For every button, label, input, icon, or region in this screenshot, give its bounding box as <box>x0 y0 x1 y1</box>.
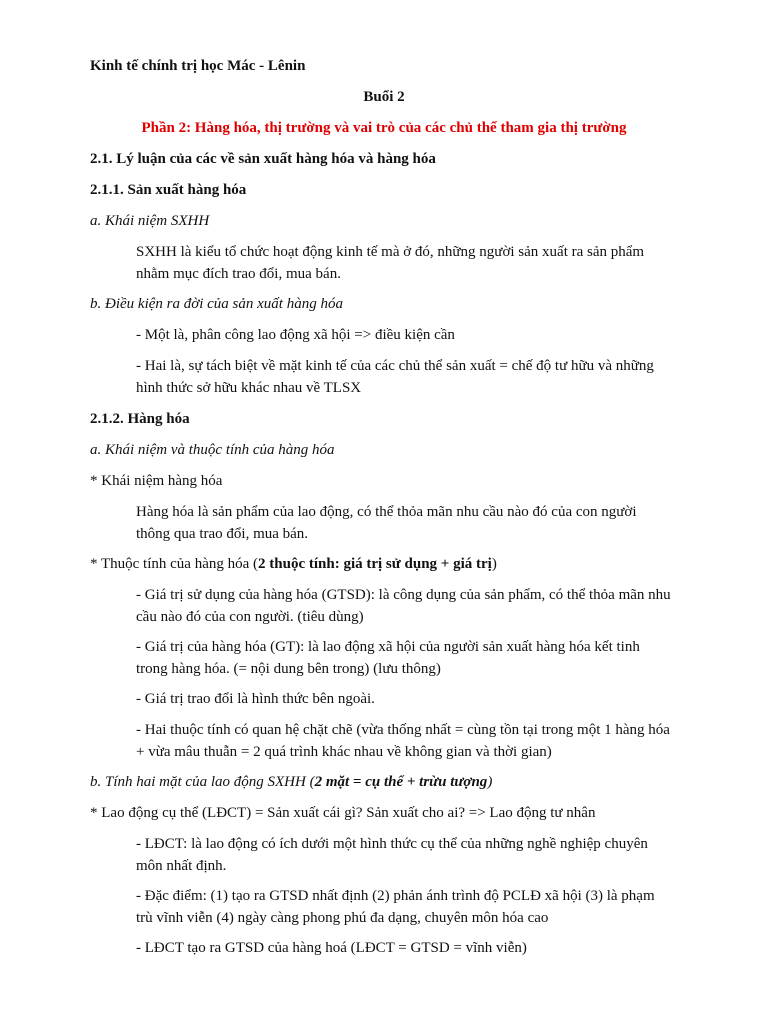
paragraph-concrete-labor-creates: - LĐCT tạo ra GTSD của hàng hoá (LĐCT = GTSD = vĩnh viễn) <box>136 940 527 956</box>
bullet-goods-concept: * Khái niệm hàng hóa <box>90 473 223 489</box>
part-title: Phần 2: Hàng hóa, thị trường và vai trò của các chủ thể tham gia thị trường <box>141 120 627 136</box>
subheading-conditions: b. Điều kiện ra đời của sản xuất hàng hóa <box>90 296 343 312</box>
section-2-1-heading: 2.1. Lý luận của các về sản xuất hàng hóa và hàng hóa <box>90 151 436 167</box>
subheading-goods-concept: a. Khái niệm và thuộc tính của hàng hóa <box>90 442 335 458</box>
paragraph-two-attributes: - Hai thuộc tính có quan hệ chặt chẽ (vừa thống nhất = cùng tồn tại trong một 1 hàng hóa + vừa mâu thuẫn = 2 quá trình khác nhau về không gian và thời gian) <box>136 722 670 760</box>
subheading-dual-labor <box>90 771 492 793</box>
document-header-title: Kinh tế chính trị học Mác - Lênin <box>90 58 306 74</box>
paragraph-value: - Giá trị của hàng hóa (GT): là lao động xã hội của người sản xuất hàng hóa kết tinh trong hàng hóa. (= nội dung bên trong) (lưu thông) <box>136 639 640 677</box>
bullet-goods-attributes <box>90 553 497 575</box>
paragraph-condition-two: - Hai là, sự tách biệt về mặt kinh tế của các chủ thể sản xuất = chế độ tư hữu và những hình thức sở hữu khác nhau về TLSX <box>136 358 654 396</box>
paragraph-concrete-labor-definition: - LĐCT: là lao động có ích dưới một hình thức cụ thể của những nghề nghiệp chuyên môn nhất định. <box>136 836 648 874</box>
section-2-1-1-heading: 2.1.1. Sản xuất hàng hóa <box>90 182 247 198</box>
paragraph-concrete-labor-features: - Đặc điểm: (1) tạo ra GTSD nhất định (2) phản ánh trình độ PCLĐ xã hội (3) là phạm trù vĩnh viễn (4) ngày càng phong phú đa dạng, chuyên môn hóa cao <box>136 888 655 926</box>
goods-attributes-prefix: * Thuộc tính của hàng hóa ( <box>90 556 259 572</box>
paragraph-sxhh-definition: SXHH là kiểu tổ chức hoạt động kinh tế mà ở đó, những người sản xuất ra sản phẩm nhằm mục đích trao đổi, mua bán. <box>136 244 645 282</box>
dual-labor-emphasis: 2 mặt = cụ thể + trừu tượng <box>314 774 488 790</box>
paragraph-condition-one: - Một là, phân công lao động xã hội => điều kiện cần <box>136 327 455 343</box>
subheading-concept-sxhh: a. Khái niệm SXHH <box>90 213 210 229</box>
bullet-concrete-labor: * Lao động cụ thể (LĐCT) = Sản xuất cái gì? Sản xuất cho ai? => Lao động tư nhân <box>90 805 596 821</box>
session-heading: Buổi 2 <box>363 89 405 105</box>
paragraph-exchange-value: - Giá trị trao đổi là hình thức bên ngoài. <box>136 691 375 707</box>
goods-attributes-suffix: ) <box>491 556 497 572</box>
dual-labor-prefix: b. Tính hai mặt của lao động SXHH ( <box>90 774 315 790</box>
section-2-1-2-heading: 2.1.2. Hàng hóa <box>90 411 190 427</box>
dual-labor-suffix: ) <box>487 774 493 790</box>
goods-attributes-emphasis: 2 thuộc tính: giá trị sử dụng + giá trị <box>258 556 492 572</box>
paragraph-use-value: - Giá trị sử dụng của hàng hóa (GTSD): là công dụng của sản phẩm, có thể thỏa mãn nhu cầu nào đó của con người. (tiêu dùng) <box>136 587 671 625</box>
paragraph-goods-definition: Hàng hóa là sản phẩm của lao động, có thể thỏa mãn nhu cầu nào đó của con người thông qua trao đổi, mua bán. <box>136 504 637 542</box>
